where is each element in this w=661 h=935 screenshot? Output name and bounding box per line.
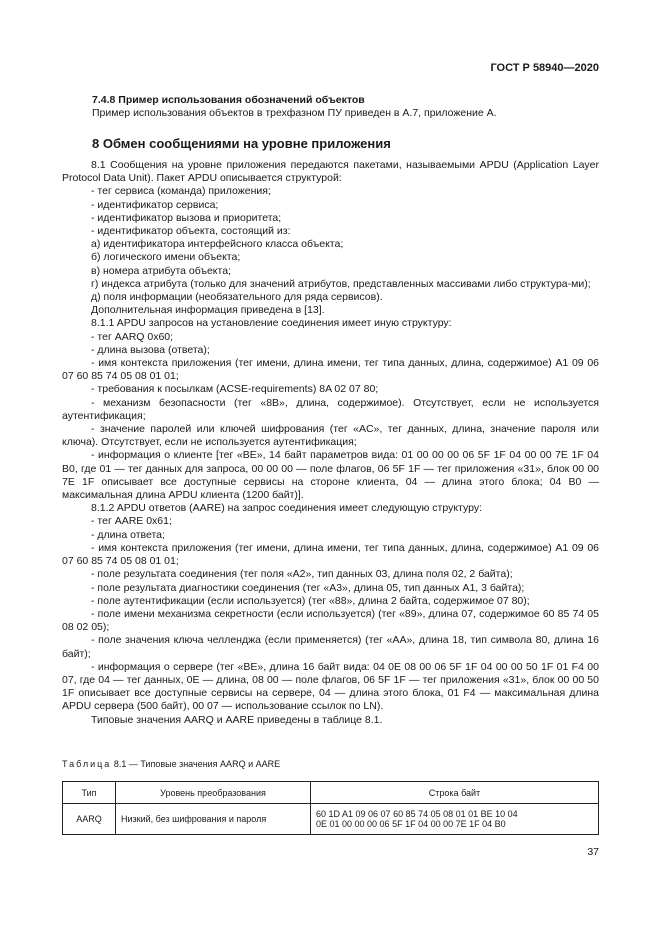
- body-paragraph: - длина ответа;: [91, 528, 165, 541]
- section-title: 8 Обмен сообщениями на уровне приложения: [92, 136, 391, 151]
- body-paragraph: - тег AARQ 0x60;: [91, 330, 174, 343]
- body-paragraph: - имя контекста приложения (тег имени, длина имени, тег типа данных, длина, содержимое) A1 09 06 07 60 85 74 05 08 01 01;: [62, 541, 599, 568]
- body-paragraph: - поле результата соединения (тег поля «A2», тип данных 03, длина поля 02, 2 байта);: [91, 568, 513, 581]
- body-paragraph: в) номера атрибута объекта;: [91, 264, 231, 277]
- body-paragraph: - идентификатор сервиса;: [91, 198, 219, 211]
- body-paragraph: 8.1 Сообщения на уровне приложения передаются пакетами, называемыми APDU (Application Layer Protocol Data Unit). Пакет APDU описывается структурой:: [62, 159, 599, 185]
- table-header-row: [63, 782, 599, 804]
- col-header-bytes: Строка байт: [311, 782, 599, 804]
- table-caption: [62, 759, 280, 769]
- subsection-text: Пример использования объектов в трехфазном ПУ приведен в А.7, приложение А.: [92, 107, 497, 119]
- body-paragraph: - поле аутентификации (если используется) (тег «88», длина 2 байта, содержимое 07 80);: [91, 594, 530, 607]
- body-paragraph: - требования к посылкам (ACSE-requirements) 8A 02 07 80;: [91, 383, 379, 396]
- subsection-title: 7.4.8 Пример использования обозначений объектов: [92, 94, 365, 106]
- body-paragraph: - информация о клиенте [тег «BE», 14 байт параметров вида: 01 00 00 00 06 5F 1F 04 00 00 7E 1F 04 B0, где 01 — тег данных для запроса, 00 00 00 — поле флагов, 06 5F 1F — тег приложения «31», блок 00 00 7E 1F описывает все доступные сервисы на стороне клиента, 04 — длина этого блока; 04 B0 — максимальная длина APDU клиента (1200 байт)].: [62, 449, 599, 502]
- table-row: [63, 804, 599, 835]
- body-paragraph: а) идентификатора интерфейсного класса объекта;: [91, 238, 344, 251]
- col-header-level: Уровень преобразования: [116, 782, 311, 804]
- body-paragraph: - идентификатор вызова и приоритета;: [91, 211, 282, 224]
- body-paragraph: - механизм безопасности (тег «8B», длина, содержимое). Отсутствует, если не используется аутентификация;: [62, 396, 599, 422]
- body-paragraph: - информация о сервере (тег «BE», длина 16 байт вида: 04 0E 08 00 06 5F 1F 04 00 00 50 1F 01 F4 00 07, где 04 — тег данных, 0E — длина, 08 00 — поле флагов, 06 5F 1F — тег приложения «31», блок 00 00 50 1F описывает все доступные сервисы на сервере, 04 — длина этого блока, 01 F4 — максимальная длина APDU сервера (500 байт), 00 07 — использование ссылок по LN).: [62, 660, 599, 713]
- body-paragraph: г) индекса атрибута (только для значений атрибутов, представленных массивами либо структура-ми);: [91, 277, 591, 290]
- cell-bytes-line: 0E 01 00 00 00 06 5F 1F 04 00 00 7E 1F 04 B0: [316, 819, 506, 829]
- body-paragraph: - тег AARE 0x61;: [91, 515, 172, 528]
- body-paragraph: - значение паролей или ключей шифрования (тег «AC», тег данных, длина, значение пароля или ключа). Отсутствует, если не используется аутентификация;: [62, 423, 599, 449]
- body-paragraph: - идентификатор объекта, состоящий из:: [91, 225, 291, 238]
- body-paragraph: 8.1.1 APDU запросов на установление соединения имеет иную структуру:: [91, 317, 452, 330]
- cell-type: AARQ: [63, 804, 116, 835]
- body-paragraph: - поле результата диагностики соединения (тег «A3», длина 05, тип данных A1, 3 байта);: [91, 581, 525, 594]
- body-paragraph: - поле значения ключа челленджа (если применяется) (тег «AA», длина 18, тип символа 80, длина 16 байт);: [62, 634, 599, 660]
- body-paragraph: д) поля информации (необязательного для ряда сервисов).: [91, 291, 383, 304]
- aarq-aare-table: [62, 781, 599, 835]
- body-paragraph: 8.1.2 APDU ответов (AARE) на запрос соединения имеет следующую структуру:: [91, 502, 483, 515]
- table-caption-label: Таблица: [62, 759, 112, 769]
- section-body: [62, 159, 599, 727]
- body-paragraph: Дополнительная информация приведена в [13].: [91, 304, 325, 317]
- body-paragraph: - поле имени механизма секретности (если используется) (тег «89», длина 07, содержимое 60 85 74 05 08 02 05);: [62, 607, 599, 634]
- body-paragraph: - длина вызова (ответа);: [91, 343, 210, 356]
- body-paragraph: Типовые значения AARQ и AARE приведены в таблице 8.1.: [91, 713, 383, 726]
- body-paragraph: - тег сервиса (команда) приложения;: [91, 185, 271, 198]
- table-caption-text: 8.1 — Типовые значения AARQ и AARE: [113, 759, 281, 769]
- cell-bytes-line: 60 1D A1 09 06 07 60 85 74 05 08 01 01 BE 10 04: [316, 809, 518, 819]
- body-paragraph: б) логического имени объекта;: [91, 251, 241, 264]
- col-header-type: Тип: [63, 782, 116, 804]
- document-header: ГОСТ Р 58940—2020: [490, 62, 599, 74]
- cell-level: Низкий, без шифрования и пароля: [116, 804, 311, 835]
- body-paragraph: - имя контекста приложения (тег имени, длина имени, тег типа данных, длина, содержимое) A1 09 06 07 60 85 74 05 08 01 01;: [62, 357, 599, 383]
- page-number: 37: [587, 846, 599, 858]
- cell-bytes: [311, 804, 599, 835]
